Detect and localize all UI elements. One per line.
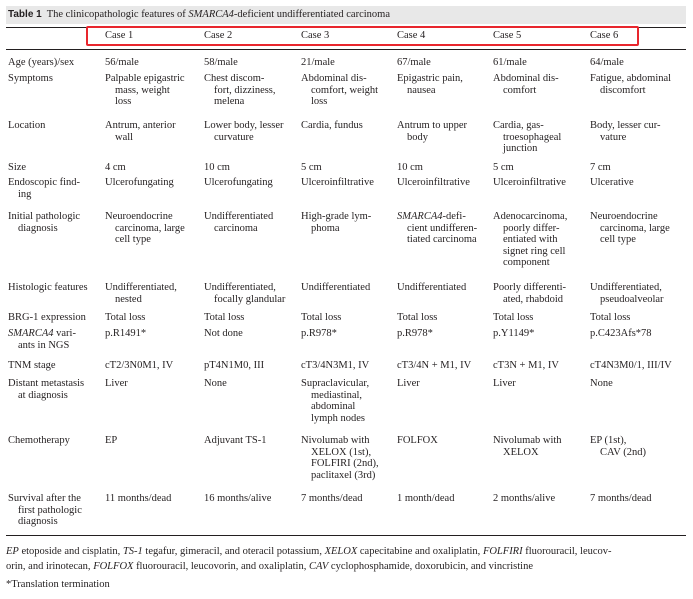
header-bottom-rule [6,49,686,50]
row-label [8,378,84,401]
table-cell-line: Total loss [493,312,534,323]
table-cell [105,120,176,143]
table-cell-line: carcinoma [214,222,258,234]
table-cell-line: 7 cm [590,162,611,173]
table-caption [6,6,686,24]
table-cell-line: cell type [600,234,636,246]
table-cell [301,162,322,174]
table-cell-line: entiated with [503,234,558,246]
table-cell-line: cT3/4N3M1, IV [301,360,370,371]
table-cell-line: Undifferentiated, [204,282,276,293]
table-cell-line: 4 cm [105,162,126,173]
table-cell [105,282,177,305]
table-cell-line: Ulcerofungating [204,177,273,188]
table-cell-line: body [407,131,428,143]
table-cell [105,360,173,372]
table-title-prefix: The clinicopathologic features of [46,9,189,20]
table-cell-line: Neuroendocrine [105,211,173,222]
row-label-line: Survival after the [8,493,81,504]
table-cell-line: Total loss [397,312,438,323]
table-cell-line: cT3N + M1, IV [493,360,559,371]
table-cell [105,57,139,69]
table-cell-line: FOLFIRI (2nd), [311,458,379,470]
table-cell-line: XELOX (1st), [311,446,372,458]
table-cell-line: mediastinal, [311,389,363,401]
table-cell-line: troesophageal [503,131,562,143]
table-label: Table 1 [8,9,42,20]
table-cell-line: 2 months/alive [493,493,556,504]
table-cell [397,493,454,505]
table-cell [493,435,562,458]
footnote-abbreviations-line-2 [6,560,533,574]
column-header-case-1: Case 1 [105,30,134,41]
row-label [8,493,82,528]
footnote-segment: fluorouracil, leucovorin, and oxaliplatin, [133,561,309,572]
table-title-gene: SMARCA4 [188,9,234,20]
table-cell [590,211,670,246]
table-cell [590,435,646,458]
table-cell [590,312,630,324]
table-cell-line: Not done [204,328,243,339]
table-cell-line: 7 months/dead [590,493,652,504]
footnote-segment: fluorouracil, leucov- [522,546,612,557]
row-label [8,120,45,132]
row-label-line: at diagnosis [18,389,68,401]
footnote-segment: tegafur, gimeracil, and oteracil potassium, [142,546,325,557]
table-cell-line: Total loss [204,312,245,323]
table-cell-line: 11 months/dead [105,493,172,504]
table-cell-line: Cardia, gas- [493,120,544,131]
table-cell-line: Liver [493,378,516,389]
table-cell-line: High-grade lym- [301,211,372,222]
table-cell [301,378,369,424]
footnote-segment: CAV [308,561,329,572]
column-header-case-6: Case 6 [590,30,619,41]
footnote-segment: *Translation termination [6,579,110,590]
table-cell-line: XELOX [503,446,539,458]
table-cell-line: cT2/3N0M1, IV [105,360,174,371]
table-cell-line: 61/male [493,57,527,68]
table-cell-line: Adjuvant TS-1 [204,435,267,446]
footnote-segment: FOLFOX [93,561,134,572]
footnote-segment: FOLFIRI [482,546,523,557]
table-cell-line: Undifferentiated [397,282,467,293]
table-cell [397,378,420,390]
table-cell-line: Nivolumab with [493,435,562,446]
table-cell-line: poorly differ- [503,222,560,234]
table-cell-line: Fatigue, abdominal [590,73,672,84]
table-cell-line: EP [105,435,118,446]
footnote-segment: EP [6,546,19,557]
row-label [8,211,80,234]
table-cell-line: Adenocarcinoma, [493,211,568,222]
table-cell [590,493,652,505]
column-header-case-3: Case 3 [301,30,330,41]
table-cell-line: Ulcerofungating [105,177,174,188]
table-cell [590,57,624,69]
table-cell-line: curvature [214,131,254,143]
table-cell-line: abdominal [311,401,356,413]
table-cell [590,360,672,372]
row-label [8,162,26,174]
table-cell [204,211,273,234]
table-cell-line: p.Y1149* [493,328,535,339]
table-bottom-rule [6,535,686,536]
table-cell [204,328,243,340]
table-cell-line: 10 cm [397,162,423,173]
table-cell [105,312,145,324]
row-label-line: Size [8,162,27,173]
table-cell-line: focally glandular [214,293,286,305]
table-cell-line: pT4N1M0, III [204,360,265,371]
table-cell-line: Undifferentiated [204,211,274,222]
table-cell-line: Antrum, anterior [105,120,176,131]
row-label [8,360,56,372]
table-cell [493,73,559,96]
row-label-line: ants in NGS [18,339,70,351]
table-cell [397,177,470,189]
table-cell [301,211,371,234]
row-label [8,435,70,447]
table-cell-line: nested [115,293,142,305]
table-cell [590,162,611,174]
table-cell [493,493,555,505]
table-cell [493,360,559,372]
table-cell-line: 21/male [301,57,335,68]
table-cell [301,328,337,340]
table-cell-line: p.R978* [397,328,433,339]
row-label [8,328,76,351]
table-cell-line: Cardia, fundus [301,120,363,131]
table-cell [204,493,271,505]
table-cell-line: Palpable epigastric [105,73,185,84]
table-cell [204,378,227,390]
row-label-line: Chemotherapy [8,435,70,446]
table-cell-line: cT3/4N + M1, IV [397,360,472,371]
table-cell [493,177,566,189]
table-title-suffix: -deficient undifferentiated carcinoma [233,9,390,20]
table-cell [590,120,661,143]
table-cell-line: tiated carcinoma [407,234,477,246]
table-cell-line: nausea [407,84,436,96]
table-cell [493,378,516,390]
row-label-line: Location [8,120,46,131]
table-cell-line: Supraclavicular, [301,378,370,389]
table-cell-line: comfort [503,84,537,96]
table-cell-line: Total loss [301,312,342,323]
row-label [8,73,53,85]
table-cell [397,328,433,340]
table-cell-line: Poorly differenti- [493,282,566,293]
table-cell [301,360,369,372]
table-cell [397,211,477,246]
table-cell-line: pseudoalveolar [600,293,664,305]
row-label-line: first pathologic [18,504,82,516]
footnote-segment: cyclophosphamide, doxorubicin, and vincristine [328,561,534,572]
table-cell-line: CAV (2nd) [600,446,646,458]
table-cell-line: 10 cm [204,162,230,173]
table-cell-line: vature [600,131,627,143]
table-cell-line: Ulceroinfiltrative [301,177,374,188]
table-cell [301,120,363,132]
table-cell [204,435,267,447]
table-cell-line: fort, dizziness, [214,84,276,96]
table-cell-line: Total loss [590,312,631,323]
table-cell-line: Chest discom- [204,73,265,84]
table-cell [493,328,534,340]
table-cell [493,312,533,324]
row-label [8,282,88,294]
table-cell-line: loss [311,96,328,108]
table-cell-line: Undifferentiated, [105,282,177,293]
table-cell-line: Abdominal dis- [301,73,367,84]
table-cell-line: Neuroendocrine [590,211,658,222]
footnote-segment: XELOX [324,546,358,557]
table-cell [493,57,527,69]
table-cell [301,435,379,481]
table-cell-line: Ulceroinfiltrative [397,177,470,188]
row-label-line: TNM stage [8,360,56,371]
table-cell-line: discomfort [600,84,646,96]
column-header-case-5: Case 5 [493,30,522,41]
table-cell-line: 56/male [105,57,139,68]
table-cell-line: Liver [105,378,128,389]
table-cell-line: Epigastric pain, [397,73,463,84]
table-cell [397,162,423,174]
table-cell [397,120,467,143]
table-cell-line: Liver [397,378,420,389]
table-cell [301,177,374,189]
row-label-line: diagnosis [18,222,58,234]
table-cell [105,328,146,340]
table-cell [301,493,363,505]
table-cell [301,73,378,108]
table-cell-line: lymph nodes [311,412,365,424]
table-cell-line: 1 month/dead [397,493,455,504]
table-cell-line: paclitaxel (3rd) [311,469,376,481]
table-cell-line: None [204,378,227,389]
table-cell-line: loss [115,96,132,108]
footnote-segment: capecitabine and oxaliplatin, [357,546,483,557]
table-cell-line: Undifferentiated, [590,282,662,293]
table-cell [493,120,561,155]
row-label [8,312,86,324]
table-cell [590,73,671,96]
row-label [8,57,74,69]
table-cell-line: 64/male [590,57,624,68]
table-cell-line: Antrum to upper [397,120,467,131]
table-cell-line: carcinoma, large [115,222,185,234]
table-cell [204,162,230,174]
row-label-line: Histologic features [8,282,88,293]
table-cell-line: Abdominal dis- [493,73,559,84]
table-cell-line: cT4N3M0/1, III/IV [590,360,672,371]
footnote-segment: etoposide and cisplatin, [18,546,123,557]
table-cell-line: Lower body, lesser [204,120,284,131]
table-cell-line: 16 months/alive [204,493,272,504]
table-cell [204,57,238,69]
table-cell [397,312,437,324]
table-cell-line: Undifferentiated [301,282,371,293]
row-label-line: ing [18,188,32,200]
table-cell [105,378,128,390]
table-cell [105,493,171,505]
table-cell-line: ated, rhabdoid [503,293,564,305]
row-label-line: BRG-1 expression [8,312,86,323]
table-cell-line: None [590,378,613,389]
table-cell-line: phoma [311,222,340,234]
table-cell-line: cient undifferen- [407,222,478,234]
row-label-line: Initial pathologic [8,211,81,222]
table-cell-line: component [503,257,550,269]
table-cell [397,57,431,69]
table-cell [105,435,117,447]
row-label-line: Symptoms [8,73,53,84]
row-label-line: Age (years)/sex [8,57,75,68]
table-cell [105,211,185,246]
table-cell [493,211,567,269]
table-cell-line: p.R978* [301,328,337,339]
table-cell [301,57,335,69]
table-cell [397,435,438,447]
row-label-line: SMARCA4 vari- [8,328,76,339]
table-cell [204,282,285,305]
table-cell-line: EP (1st), [590,435,627,446]
table-cell [204,120,284,143]
table-cell [590,177,634,189]
table-cell [397,360,471,372]
table-cell [397,282,466,294]
table-cell-line: Ulcerative [590,177,634,188]
table-cell-line: p.R1491* [105,328,147,339]
table-cell [204,312,244,324]
table-cell-line: wall [115,131,134,143]
table-cell-line: melena [214,96,245,108]
table-cell [493,162,514,174]
table-cell [204,73,276,108]
table-cell [204,360,264,372]
table-cell [105,73,185,108]
table-cell-line: comfort, weight [311,84,379,96]
table-cell-line: cell type [115,234,151,246]
table-cell-line: p.C423Afs*78 [590,328,652,339]
column-header-case-4: Case 4 [397,30,426,41]
row-label [8,177,80,200]
table-cell [397,73,463,96]
footnote-segment: TS-1 [122,546,143,557]
table-cell-line: SMARCA4-defi- [397,211,466,222]
table-cell-line: junction [503,143,538,155]
row-label-line: Distant metastasis [8,378,85,389]
table-cell [301,312,341,324]
footnote-abbreviations-line-1 [6,545,612,559]
footnote-translation-termination [6,578,110,592]
table-cell-line: Total loss [105,312,146,323]
table-cell-line: 58/male [204,57,238,68]
column-header-case-2: Case 2 [204,30,233,41]
table-cell-line: 67/male [397,57,431,68]
row-label-line: Endoscopic find- [8,177,81,188]
table-cell-line: signet ring cell [503,245,566,257]
table-cell [204,177,273,189]
row-label-line: diagnosis [18,516,58,528]
table-cell-line: FOLFOX [397,435,438,446]
table-cell-line: 5 cm [301,162,322,173]
table-cell-line: Nivolumab with [301,435,370,446]
column-header-highlight [86,26,639,46]
table-cell [105,177,174,189]
table-cell [590,282,664,305]
table-cell-line: carcinoma, large [600,222,670,234]
table-cell-line: 7 months/dead [301,493,363,504]
table-cell [493,282,566,305]
table-cell-line: Ulceroinfiltrative [493,177,566,188]
table-cell-line: mass, weight [115,84,170,96]
table-cell [301,282,370,294]
table-cell [590,328,652,340]
table-cell-line: 5 cm [493,162,514,173]
footnote-segment: orin, and irinotecan, [6,561,94,572]
table-cell [590,378,613,390]
table-cell-line: Body, lesser cur- [590,120,661,131]
table-cell [105,162,126,174]
